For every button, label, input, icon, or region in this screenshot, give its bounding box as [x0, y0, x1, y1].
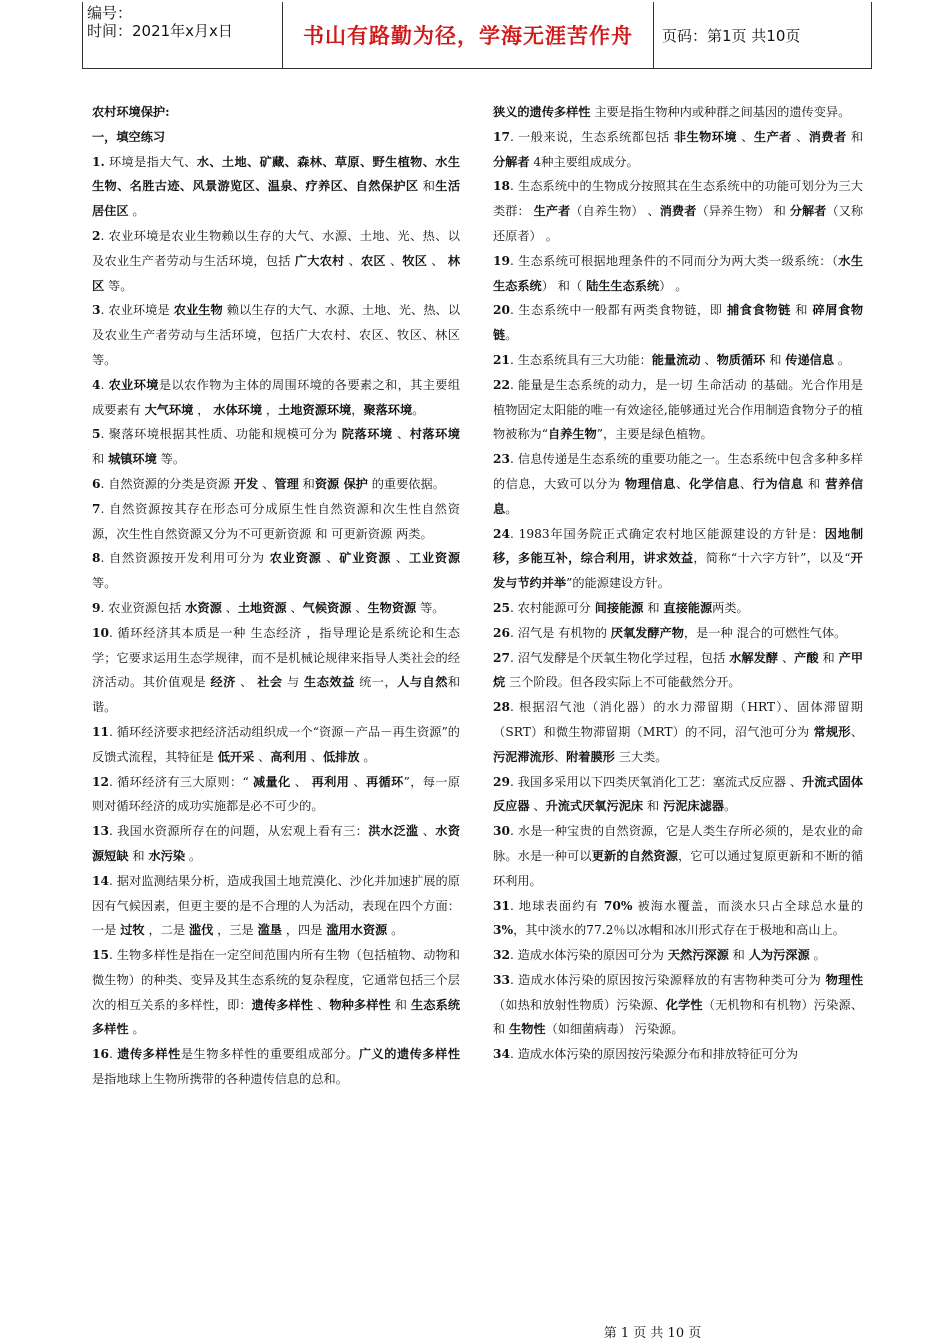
paragraph: 33. 造成水体污染的原因按污染源释放的有害物种类可分为 物理性（如热和放射性物质）污染源、化学性（无机物和有机物）污染源、和 生物性（如细菌病毒） 污染源。 [493, 972, 864, 1037]
header-motto-cell [283, 2, 654, 68]
paragraph: 17. 一般来说，生态系统都包括 非生物环境 、生产者 、消费者 和 分解者 4种主要组成成分。 [493, 129, 864, 169]
paragraph: 15. 生物多样性是指在一定空间范围内所有生物（包括植物、动物和微生物）的种类、变异及其生态系统的复杂程度，它通常包括三个层次的相互关系的多样性，即：遗传多样性 、物种多样性 和 生态系统多样性 。 [92, 948, 461, 1037]
page-footer [0, 1322, 950, 1341]
paragraph: 狭义的遗传多样性 主要是指生物种内或种群之间基因的遗传变异。 [493, 105, 851, 119]
motto: 书山有路勤为径，学海无涯苦作舟 [303, 24, 633, 48]
header-meta [83, 2, 283, 68]
paragraph: 24. 1983年国务院正式确定农村地区能源建设的方针是：因地制移，多能互补，综合利用，讲求效益，简称“十六字方针”，以及“开发与节约并举”的能源建设方针。 [493, 526, 864, 591]
paragraph: 5. 聚落环境根据其性质、功能和规模可分为 院落环境 、村落环境 和 城镇环境 等。 [92, 427, 460, 467]
paragraph: 18. 生态系统中的生物成分按照其在生态系统中的功能可划分为三大类群： 生产者（自养生物） 、消费者（异养生物） 和 分解者（又称还原者） 。 [493, 179, 864, 243]
page-header [82, 2, 872, 69]
paragraph: 1. 环境是指大气、水、土地、矿藏、森林、草原、野生植物、水生生物、名胜古迹、风景游览区、温泉、疗养区、自然保护区 和生活居住区 。 [92, 154, 461, 219]
paragraph: 31. 地球表面约有 70% 被海水覆盖，而淡水只占全球总水量的 3%，其中淡水的77.2％以冰帽和冰川形式存在于极地和高山上。 [493, 898, 864, 938]
paragraph: 27. 沼气发酵是个厌氧生物化学过程，包括 水解发酵 、产酸 和 产甲烷 三个阶段。但各段实际上不可能截然分开。 [493, 650, 864, 690]
paragraph: 11. 循环经济要求把经济活动组织成一个“资源－产品－再生资源”的反馈式流程，其特征是 低开采 、高利用 、低排放 。 [92, 724, 460, 764]
number-label: 编号： [87, 4, 133, 22]
paragraph: 23. 信息传递是生态系统的重要功能之一。生态系统中包含多种多样的信息，大致可以分为 物理信息、化学信息、行为信息 和 营养信息。 [493, 452, 864, 516]
paragraph: 25. 农村能源可分 间接能源 和 直接能源两类。 [493, 600, 749, 615]
paragraph: 2. 农业环境是农业生物赖以生存的大气、水源、土地、光、热、以及农业生产者劳动与生活环境，包括 广大农村 、农区 、牧区 、 林区 等。 [92, 228, 461, 293]
paragraph: 26. 沼气是 有机物的 厌氧发酵产物，是一种 混合的可燃性气体。 [493, 625, 847, 640]
paragraph: 28. 根据沼气池（消化器）的水力滞留期（HRT）、固体滞留期（SRT）和微生物滞留期（MRT）的不同，沼气池可分为 常规形、污泥滞流形、附着膜形 三大类。 [493, 700, 863, 764]
paragraph: 14. 据对监测结果分析，造成我国土地荒漠化、沙化并加速扩展的原因有气候因素，但更主要的是不合理的人为活动，表现在四个方面：一是 过牧 ，二是 滥伐 ，三是 滥垦 ，四是 滥用水资源 。 [92, 873, 460, 938]
paragraph: 农村环境保护: [92, 105, 170, 119]
paragraph: 7. 自然资源按其存在形态可分成原生性自然资源和次生性自然资源，次生性自然资源又分为不可更新资源 和 可更新资源 两类。 [92, 501, 460, 541]
paragraph: 一，填空练习 [92, 129, 166, 144]
paragraph: 29. 我国多采用以下四类厌氧消化工艺：塞流式反应器 、升流式固体反应器 、升流式厌氧污泥床 和 污泥床滤器。 [493, 774, 864, 814]
paragraph: 19. 生态系统可根据地理条件的不同而分为两大类一级系统：（水生生态系统） 和（ 陆生生态系统） 。 [493, 253, 864, 293]
paragraph: 12. 循环经济有三大原则：“ 减量化 、 再利用 、再循环”，每一原则对循环经济的成功实施都是必不可少的。 [92, 774, 461, 814]
left-column [92, 100, 460, 1092]
right-column [493, 100, 863, 1067]
paragraph: 3. 农业环境是 农业生物 赖以生存的大气、水源、土地、光、热、以及农业生产者劳动与生活环境，包括广大农村、农区、牧区、林区等。 [92, 303, 461, 367]
page-info: 页码：第1页 共10页 [662, 26, 801, 45]
paragraph: 32. 造成水体污染的原因可分为 天然污深源 和 人为污深源 。 [493, 948, 826, 963]
paragraph: 13. 我国水资源所存在的问题，从宏观上看有三：洪水泛滥 、水资源短缺 和 水污染 。 [92, 824, 461, 863]
paragraph: 9. 农业资源包括 水资源 、土地资源 、气候资源 、生物资源 等。 [92, 600, 445, 615]
paragraph: 10. 循环经济其本质是一种 生态经济 ，指导理论是系统论和生态学；它要求运用生态学规律，而不是机械论规律来指导人类社会的经济活动。其价值观是 经济 、 社会 与 生态效益 统一，人与自然和谐。 [92, 625, 461, 715]
paragraph: 6. 自然资源的分类是资源 开发 、管理 和资源 保护 的重要依据。 [92, 476, 445, 491]
time-label: 时间：2021年x月x日 [87, 22, 233, 40]
header-page-info [654, 2, 871, 68]
paragraph: 21. 生态系统具有三大功能：能量流动 、物质循环 和 传递信息 。 [493, 352, 851, 367]
paragraph: 8. 自然资源按开发利用可分为 农业资源 、矿业资源 、工业资源 等。 [92, 551, 461, 591]
paragraph: 16. 遗传多样性是生物多样性的重要组成部分。广义的遗传多样性 是指地球上生物所携带的各种遗传信息的总和。 [92, 1047, 461, 1087]
paragraph: 30. 水是一种宝贵的自然资源，它是人类生存所必须的，是农业的命脉。水是一种可以更新的自然资源，它可以通过复原更新和不断的循环利用。 [493, 824, 864, 888]
paragraph: 34. 造成水体污染的原因按污染源分布和排放特征可分为 [493, 1047, 799, 1062]
paragraph: 22. 能量是生态系统的动力，是一切 生命活动 的基础。光合作用是植物固定太阳能的唯一有效途径,能够通过光合作用制造食物分子的植物被称为“自养生物”，主要是绿色植物。 [493, 377, 863, 442]
paragraph: 4. 农业环境是以农作物为主体的周围环境的各要素之和，其主要组成要素有 大气环境 ， 水体环境 ，土地资源环境，聚落环境。 [92, 377, 461, 417]
footer-page-number: 第 1 页 共 10 页 [603, 1326, 702, 1341]
paragraph: 20. 生态系统中一般都有两类食物链，即 捕食食物链 和 碎屑食物链。 [493, 303, 864, 343]
